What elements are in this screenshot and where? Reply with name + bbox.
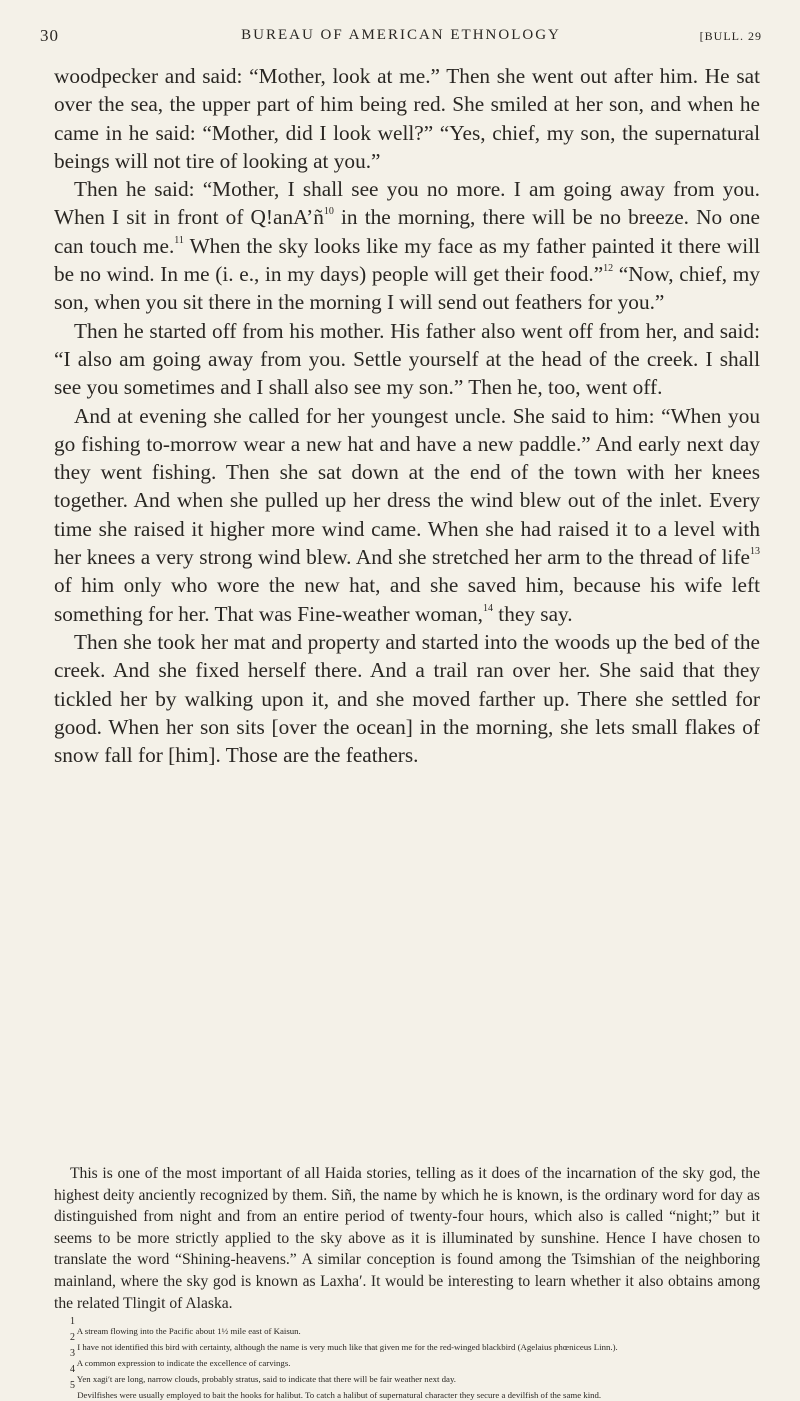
footnote: $^3$ A common expression to indicate the excellence of carvings. <box>54 1354 760 1370</box>
footnote: $^4$ Yen xagi′t are long, narrow clouds, probably stratus, said to indicate that there will be fair weather next day. <box>54 1370 760 1386</box>
paragraph: Then he started off from his mother. His father also went off from her, and said: “I also am going away from you. Settle yourself at the head of the creek. I shall see you sometimes and I shall also see my son.” Then he, too, went off. <box>54 317 760 402</box>
footnotes <box>54 1322 760 1401</box>
running-title: BUREAU OF AMERICAN ETHNOLOGY <box>40 27 762 44</box>
footnote: $^5$ Devilfishes were usually employed to bait the hooks for halibut. To catch a halibut of supernatural character they secure a devilfish of the same kind. <box>54 1386 760 1401</box>
footnote: $^1$ A stream flowing into the Pacific about 1½ mile east of Kaisun. <box>54 1322 760 1338</box>
paragraph: woodpecker and said: “Mother, look at me.” Then she went out after him. He sat over the sea, the upper part of him being red. She smiled at her son, and when he came in he said: “Mother, did I look well?” “Yes, chief, my son, the supernatural beings will not tire of looking at you.” <box>54 62 760 175</box>
footnote-ref: 12 <box>603 263 613 274</box>
paragraph: And at evening she called for her youngest uncle. She said to him: “When you go fishing to-morrow wear a new hat and have a new paddle.” And early next day they went fishing. Then she sat down at the end of the town with her knees together. And when she pulled up her dress the wind blew out of the inlet. Every time she raised it higher more wind came. When she had raised it to a level with her knees a very strong wind blew. And she stretched her arm to the thread of life$^{13}$ of him only who wore the new hat, and she saved him, because his wife left something for her. That was Fine-weather woman,$^{14}$ they say. <box>54 402 760 628</box>
footnote-ref: 14 <box>483 603 493 614</box>
footnote-ref: 10 <box>324 206 334 217</box>
running-header <box>40 26 762 52</box>
footnote-ref: 11 <box>174 235 184 246</box>
page-number: 30 <box>40 26 59 46</box>
paragraph: Then she took her mat and property and started into the woods up the bed of the creek. And she fixed herself there. And a trail ran over her. She said that they tickled her by walking upon it, and she moved farther up. There she settled for good. When her son sits [over the ocean] in the morning, she lets small flakes of snow fall for [him]. Those are the feathers. <box>54 628 760 769</box>
footnote: $^2$ I have not identified this bird with certainty, although the name is very much like that given me for the red-winged blackbird (Agelaius phœniceus Linn.). <box>54 1338 760 1354</box>
paragraph: Then he said: “Mother, I shall see you no more. I am going away from you. When I sit in front of $Q!anA’ñ^{10}$ in the morning, there will be no breeze. No one can touch me.$^{11}$ When the sky looks like my face as my father painted it there will be no wind. In me (i. e., in my days) people will get their food.”$^{12}$ “Now, chief, my son, when you sit there in the morning I will send out feathers for you.” <box>54 175 760 316</box>
footnote-ref: 13 <box>750 546 760 557</box>
commentary-note: This is one of the most important of all Haida stories, telling as it does of the incarnation of the sky god, the highest deity anciently recognized by them. Siñ, the name by which he is known, is the ordinary word for day as distinguished from night and from an entire period of twenty-four hours, which also is called “night;” but it seems to be more strictly applied to the sky above as it is illuminated by sunshine. Hence I have chosen to translate the word “Shining-heavens.” A similar conception is found among the Tsimshian of the neighboring mainland, where the sky god is known as Laxha′. It would be interesting to learn whether it also obtains among the related Tlingit of Alaska. <box>54 1163 760 1314</box>
bulletin-number: [BULL. 29 <box>700 29 762 44</box>
main-text <box>54 62 760 769</box>
